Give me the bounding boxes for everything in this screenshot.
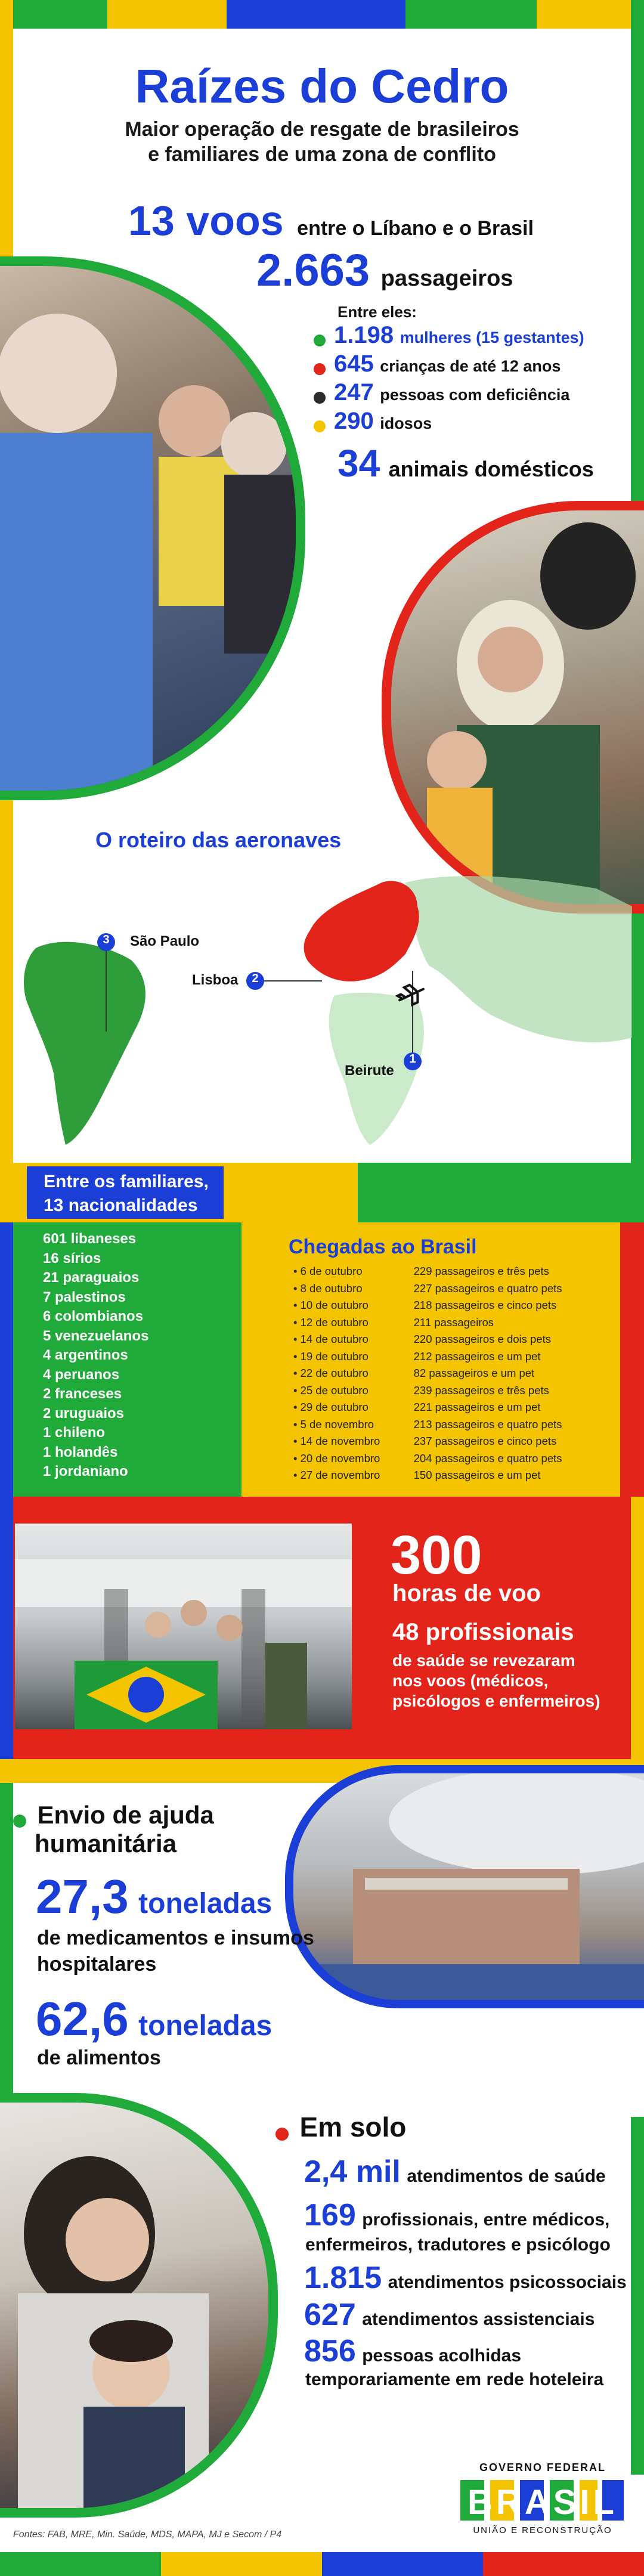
- hours-value: 300: [391, 1525, 482, 1586]
- among-value: 290: [334, 408, 374, 434]
- photo-mother-son: [0, 2093, 278, 2518]
- among-item: [314, 351, 584, 379]
- ground-psy-stat: [304, 2260, 627, 2296]
- among-item: [314, 379, 584, 408]
- aid-food-unit: toneladas: [138, 2010, 273, 2042]
- list-item: 1 jordaniano: [43, 1463, 128, 1479]
- route-title: O roteiro das aeronaves: [95, 828, 342, 852]
- arrival-row: • 8 de outubro 227 passageiros e quatro pets: [293, 1281, 562, 1295]
- among-item: [314, 408, 584, 436]
- ground-pros-stat: [304, 2197, 609, 2233]
- list-item: 6 colombianos: [43, 1308, 144, 1324]
- red-dot-icon: [314, 363, 326, 375]
- among-list: [314, 322, 584, 436]
- ground-title: [275, 2111, 406, 2143]
- passengers-stat: [256, 244, 513, 296]
- among-text: crianças de até 12 anos: [380, 357, 561, 375]
- sources: Fontes: FAB, MRE, Min. Saúde, MDS, MAPA, MJ e Secom / P4: [13, 2529, 282, 2540]
- among-label: Entre eles:: [338, 303, 417, 321]
- arrival-row: • 19 de outubro 212 passageiros e um pet: [293, 1349, 541, 1363]
- pets-stat: [338, 441, 594, 485]
- nationalities-title-line2: 13 nacionalidades: [44, 1196, 198, 1215]
- among-item: [314, 322, 584, 351]
- health-text: [392, 1651, 600, 1711]
- aid-food-stat: [36, 1992, 272, 2046]
- list-item: 16 sírios: [43, 1250, 101, 1267]
- health-text-line3: psicólogos e enfermeiros): [392, 1692, 600, 1710]
- ground-hotel-text-line2: temporariamente em rede hoteleira: [305, 2370, 604, 2389]
- arrival-row: • 20 de novembro 204 passageiros e quatro pets: [293, 1451, 562, 1465]
- black-dot-icon: [314, 392, 326, 404]
- ground-pros-text-line1: profissionais, entre médicos,: [362, 2210, 610, 2230]
- arrival-row: • 14 de novembro 237 passageiros e cinco pets: [293, 1435, 557, 1447]
- pets-text: animais domésticos: [388, 457, 594, 481]
- aid-med-text: [37, 1925, 314, 1977]
- arrival-row: • 27 de novembro 150 passageiros e um pet: [293, 1469, 541, 1481]
- aid-title-line2: humanitária: [35, 1829, 177, 1857]
- green-dot-icon: [314, 335, 326, 346]
- aid-medicine-stat: [36, 1869, 272, 1924]
- aid-med-text-line1: de medicamentos e insumos: [37, 1927, 314, 1949]
- flights-text: entre o Líbano e o Brasil: [297, 217, 534, 240]
- yellow-dot-icon: [314, 420, 326, 432]
- ground-pros-text-line2: enfermeiros, tradutores e psicólogo: [305, 2235, 611, 2255]
- list-item: 601 libaneses: [43, 1231, 137, 1247]
- aid-med-text-line2: hospitalares: [37, 1953, 157, 1976]
- brand-wordmark: BRASIL: [467, 2483, 618, 2522]
- ground-psy-value: 1.815: [304, 2261, 382, 2295]
- list-item: 1 chileno: [43, 1425, 106, 1441]
- ground-assist-text: atendimentos assistenciais: [362, 2309, 595, 2329]
- nationalities-title-line1: Entre os familiares,: [44, 1172, 209, 1191]
- europe-landmass: [304, 881, 419, 981]
- among-value: 645: [334, 351, 374, 377]
- photo-cargo-plane: [285, 1765, 644, 2008]
- list-item: 2 uruguaios: [43, 1405, 125, 1422]
- list-item: 5 venezuelanos: [43, 1327, 149, 1344]
- stop-2-name: Lisboa: [192, 972, 239, 988]
- gov-logo: [459, 2462, 626, 2535]
- ground-hotel-stat: [304, 2333, 521, 2369]
- ground-assist-stat: [304, 2297, 595, 2333]
- aid-food-text: de alimentos: [37, 2046, 161, 2069]
- photo-plane-arrival: [15, 1524, 352, 1729]
- photo-figures: [0, 2103, 268, 2508]
- arrival-row: • 5 de novembro 213 passageiros e quatro pets: [293, 1417, 562, 1431]
- page-title: Raízes do Cedro: [135, 60, 509, 113]
- arrival-row: • 22 de outubro 82 passageiros e um pet: [293, 1367, 535, 1379]
- list-item: 4 argentinos: [43, 1347, 128, 1363]
- photo-figures: [0, 266, 296, 791]
- passengers-text: passageiros: [380, 266, 513, 291]
- photo-figures: [293, 1773, 644, 2000]
- ground-assist-value: 627: [304, 2298, 356, 2332]
- arrival-row: • 10 de outubro 218 passageiros e cinco pets: [293, 1299, 557, 1311]
- list-item: 21 paraguaios: [43, 1270, 140, 1286]
- stop-1-number: 1: [409, 1052, 416, 1066]
- among-text: mulheres (15 gestantes): [400, 329, 584, 346]
- stop-3-name: São Paulo: [130, 933, 200, 949]
- ground-psy-text: atendimentos psicossociais: [388, 2272, 627, 2292]
- photo-mother-child: [382, 501, 644, 914]
- world-map: [0, 859, 644, 1169]
- among-value: 247: [334, 379, 374, 405]
- aid-side-band: [0, 1783, 13, 2117]
- stop-2-number: 2: [252, 972, 259, 985]
- asia-landmass: [405, 876, 632, 1042]
- aid-title-line1: Envio de ajuda: [37, 1801, 214, 1829]
- photo-welcome-greeting: [0, 256, 305, 800]
- ground-title-text: Em solo: [299, 2111, 407, 2142]
- list-item: 1 holandês: [43, 1444, 118, 1460]
- ground-pros-value: 169: [304, 2198, 356, 2233]
- ground-health-text: atendimentos de saúde: [407, 2166, 606, 2186]
- ground-health-stat: [304, 2154, 606, 2190]
- among-text: idosos: [380, 414, 432, 432]
- arrival-row: • 14 de outubro 220 passageiros e dois pets: [293, 1333, 551, 1345]
- ground-health-value: 2,4 mil: [304, 2154, 401, 2189]
- arrival-row: • 25 de outubro 239 passageiros e três pets: [293, 1383, 549, 1397]
- stop-3-number: 3: [103, 933, 110, 946]
- red-dot-icon: [275, 2128, 289, 2141]
- route-map: [0, 859, 644, 1169]
- photo-figures: [391, 510, 644, 904]
- gov-label: GOVERNO FEDERAL: [479, 2462, 606, 2473]
- flights-value: 13 voos: [128, 197, 284, 244]
- page-subtitle-line1: Maior operação de resgate de brasileiros: [125, 118, 519, 141]
- aid-med-unit: toneladas: [138, 1888, 273, 1919]
- tagline: UNIÃO E RECONSTRUÇÃO: [473, 2525, 612, 2535]
- health-text-line1: de saúde se revezaram: [392, 1651, 575, 1670]
- aid-food-value: 62,6: [36, 1992, 129, 2045]
- bottom-band: [0, 2552, 644, 2576]
- arrivals-title: Chegadas ao Brasil: [289, 1236, 477, 1258]
- ground-side-band: [631, 2117, 644, 2475]
- arrival-row: • 12 de outubro 211 passageiros: [293, 1315, 494, 1329]
- nationalities-list: [43, 1230, 148, 1482]
- nationalities-title-box: [27, 1166, 224, 1219]
- passengers-value: 2.663: [256, 245, 370, 296]
- photo-figures: [15, 1524, 352, 1729]
- aid-title: [13, 1801, 214, 1858]
- pets-value: 34: [338, 442, 380, 485]
- ground-hotel-value: 856: [304, 2334, 356, 2368]
- list-item: 4 peruanos: [43, 1366, 120, 1383]
- health-text-line2: nos voos (médicos,: [392, 1671, 549, 1690]
- aid-med-value: 27,3: [36, 1870, 129, 1923]
- hours-text: horas de voo: [392, 1580, 541, 1606]
- brand-logo: [459, 2478, 626, 2523]
- flights-stat: [128, 197, 534, 244]
- arrival-row: • 6 de outubro 229 passageiros e três pets: [293, 1265, 549, 1277]
- health-title: 48 profissionais: [392, 1619, 574, 1645]
- arrivals-list: [293, 1263, 562, 1484]
- stop-1-name: Beirute: [345, 1063, 394, 1079]
- arrival-row: • 29 de outubro 221 passageiros e um pet: [293, 1401, 541, 1413]
- among-value: 1.198: [334, 322, 394, 348]
- header: [0, 60, 644, 167]
- page-subtitle-line2: e familiares de uma zona de conflito: [148, 143, 496, 166]
- list-item: 2 franceses: [43, 1386, 122, 1402]
- green-dot-icon: [13, 1815, 26, 1828]
- among-text: pessoas com deficiência: [380, 386, 570, 404]
- ground-hotel-text-line1: pessoas acolhidas: [362, 2346, 522, 2366]
- south-america-landmass: [24, 942, 145, 1145]
- list-item: 7 palestinos: [43, 1289, 126, 1305]
